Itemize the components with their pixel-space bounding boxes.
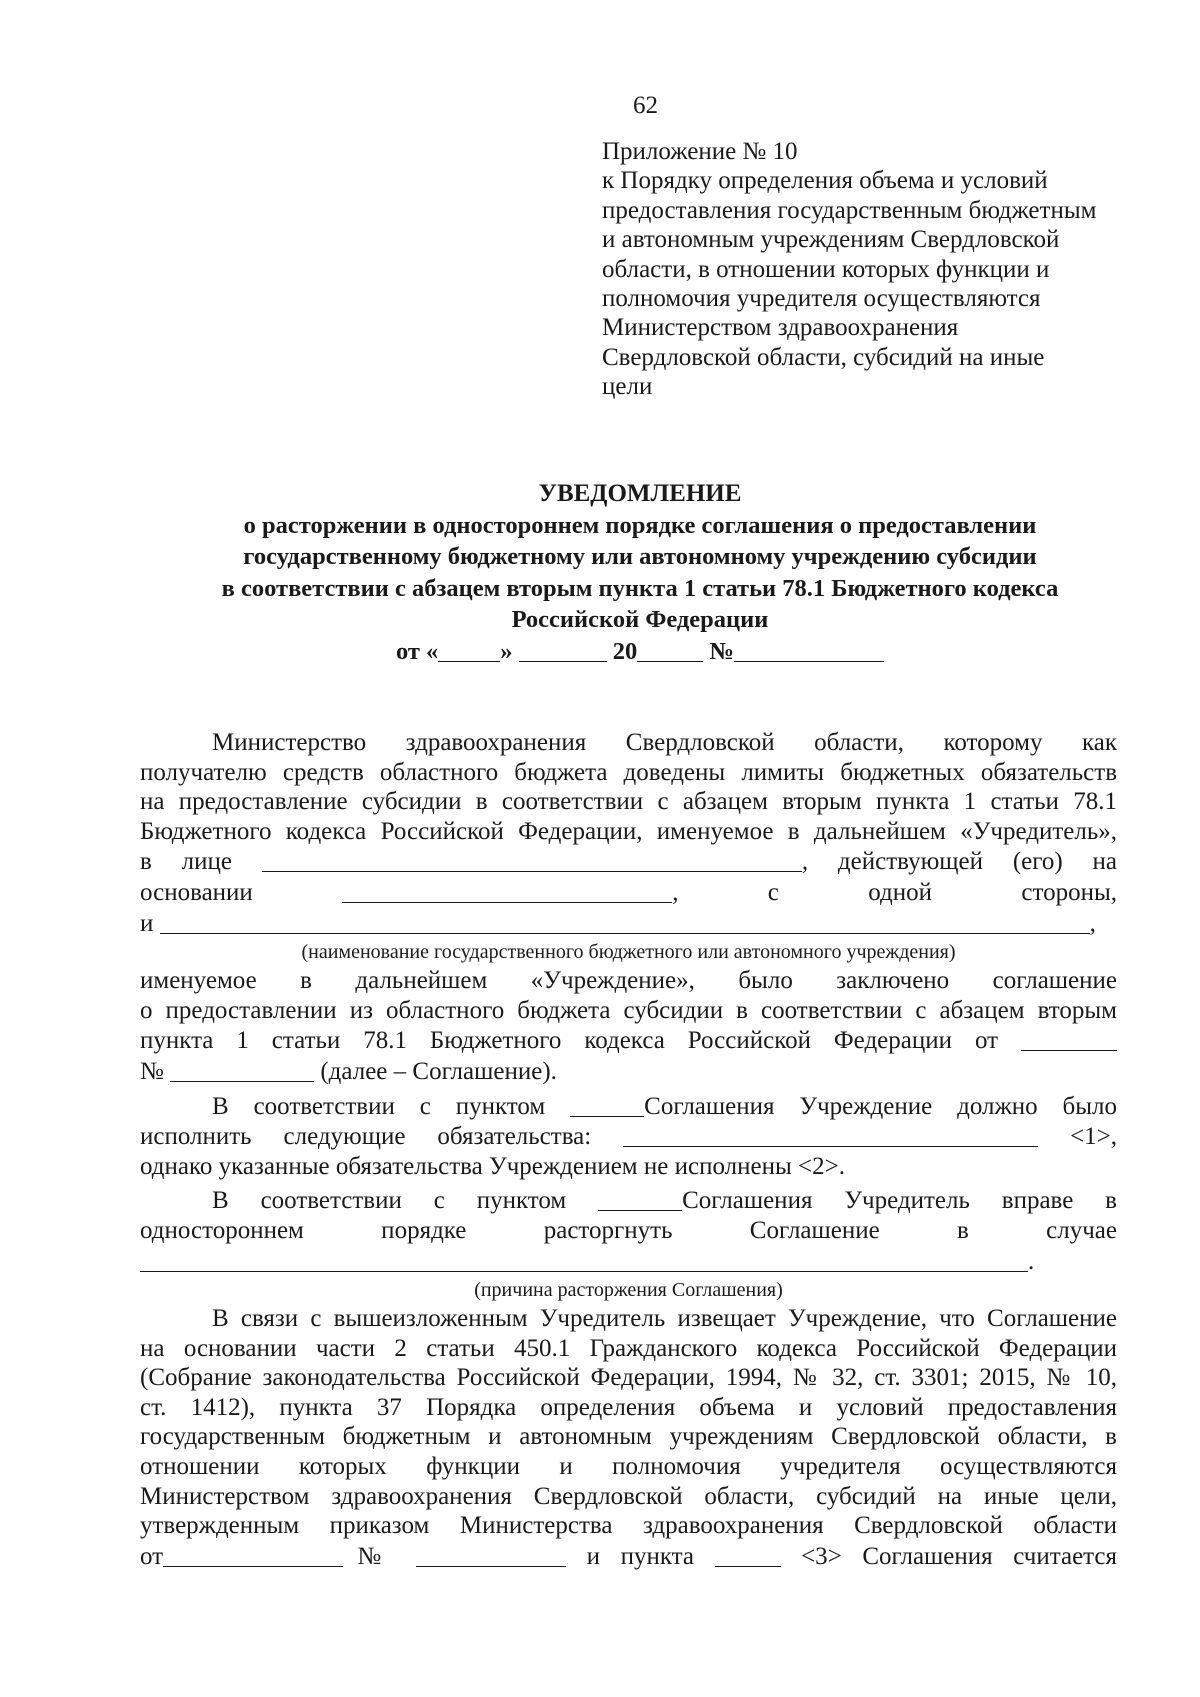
paragraph-line: В соответствии с пунктом Соглашения Учредитель вправе в bbox=[212, 1187, 1117, 1215]
title-main: УВЕДОМЛЕНИЕ bbox=[538, 480, 742, 507]
appendix-line: и автономным учреждениям Свердловской bbox=[602, 226, 1060, 254]
paragraph-line: утвержденным приказом Министерства здравоохранения Свердловской области bbox=[140, 1512, 1117, 1540]
paragraph-line: Министерство здравоохранения Свердловской области, которому как bbox=[212, 729, 1117, 756]
clause-blank[interactable] bbox=[715, 1541, 781, 1567]
appendix-line: цели bbox=[602, 373, 653, 401]
appendix-line: Министерством здравоохранения bbox=[602, 314, 959, 342]
paragraph-line: в лице , действующей (его) на bbox=[140, 848, 1118, 876]
paragraph-line: пункта 1 статьи 78.1 Бюджетного кодекса Российской Федерации от bbox=[140, 1025, 1117, 1056]
month-blank[interactable] bbox=[519, 636, 607, 662]
paragraph-line: Бюджетного кодекса Российской Федерации, именуемое в дальнейшем «Учредитель», bbox=[140, 817, 1117, 845]
paragraph-line: на основании части 2 статьи 450.1 Гражданского кодекса Российской Федерации bbox=[140, 1334, 1117, 1362]
paragraph-line: . bbox=[140, 1246, 1117, 1277]
number-label: № bbox=[709, 637, 735, 665]
appendix-line: полномочия учредителя осуществляются bbox=[602, 285, 1041, 313]
order-date-blank[interactable] bbox=[163, 1541, 343, 1567]
appendix-line: области, в отношении которых функции и bbox=[602, 255, 1050, 283]
basis-blank[interactable] bbox=[342, 877, 672, 903]
clause-blank[interactable] bbox=[598, 1185, 682, 1211]
paragraph-line: (Собрание законодательства Российской Федерации, 1994, № 32, ст. 3301; 2015, № 10, bbox=[140, 1364, 1117, 1392]
paragraph-line: отношении которых функции и полномочия учредителя осуществляются bbox=[140, 1453, 1117, 1481]
appendix-header bbox=[602, 137, 1162, 402]
paragraph-line: о предоставлении из областного бюджета субсидии в соответствии с абзацем вторым bbox=[140, 996, 1117, 1024]
paragraph-line: одностороннем порядке расторгнуть Соглашение в случае bbox=[140, 1216, 1117, 1244]
paragraph-line: В связи с вышеизложенным Учредитель извещает Учреждение, что Соглашение bbox=[212, 1305, 1117, 1333]
appendix-line: Приложение № 10 bbox=[602, 138, 798, 165]
document-title bbox=[160, 478, 1120, 667]
paragraph-line: и , bbox=[140, 909, 1096, 937]
agreement-date-blank[interactable] bbox=[1021, 1025, 1117, 1051]
year-blank[interactable] bbox=[637, 636, 703, 662]
date-from-label: от « bbox=[395, 637, 439, 665]
appendix-line: Свердловской области, субсидий на иные bbox=[602, 343, 1045, 371]
year-label: 20 bbox=[612, 637, 638, 665]
caption-reason: (причина расторжения Соглашения) bbox=[474, 1279, 783, 1302]
paragraph-line: № (далее – Соглашение). bbox=[140, 1057, 557, 1085]
appendix-line: к Порядку определения объема и условий bbox=[602, 167, 1048, 195]
paragraph-line: однако указанные обязательства Учреждением не исполнены <2>. bbox=[140, 1152, 845, 1180]
date-quote: » bbox=[500, 637, 513, 665]
agreement-number-blank[interactable] bbox=[170, 1056, 314, 1082]
title-subtitle: о расторжении в одностороннем порядке соглашения о предоставлении bbox=[243, 511, 1037, 539]
caption-institution: (наименование государственного бюджетного или автономного учреждения) bbox=[301, 941, 956, 964]
title-date-line bbox=[160, 636, 1120, 668]
title-subtitle: государственному бюджетному или автономному учреждению субсидии bbox=[243, 543, 1037, 570]
obligations-blank[interactable] bbox=[623, 1121, 1038, 1147]
number-blank[interactable] bbox=[734, 636, 884, 662]
paragraph-line: государственным бюджетным и автономным учреждениям Свердловской области, в bbox=[140, 1423, 1117, 1451]
title-subtitle: Российской Федерации bbox=[511, 606, 769, 633]
title-subtitle: в соответствии с абзацем вторым пункта 1 статьи 78.1 Бюджетного кодекса bbox=[221, 574, 1059, 602]
termination-reason-blank[interactable] bbox=[140, 1246, 1028, 1272]
paragraph-line: на предоставление субсидии в соответствии с абзацем вторым пункта 1 статьи 78.1 bbox=[140, 788, 1117, 816]
order-number-blank[interactable] bbox=[416, 1541, 566, 1567]
paragraph-line: основании , с одной стороны, bbox=[140, 878, 1117, 906]
clause-blank[interactable] bbox=[570, 1091, 644, 1117]
paragraph-line: исполнить следующие обязательства: <1>, bbox=[140, 1123, 1118, 1151]
paragraph-line: В соответствии с пунктом Соглашения Учреждение должно было bbox=[212, 1092, 1118, 1120]
representative-blank[interactable] bbox=[262, 846, 802, 872]
page-number: 62 bbox=[633, 92, 658, 119]
paragraph-line: получателю средств областного бюджета доведены лимиты бюджетных обязательств bbox=[140, 758, 1117, 786]
paragraph-line: Министерством здравоохранения Свердловской области, субсидий на иные цели, bbox=[140, 1482, 1117, 1510]
day-blank[interactable] bbox=[438, 636, 500, 662]
appendix-line: предоставления государственным бюджетным bbox=[602, 196, 1097, 224]
paragraph-line: ст. 1412), пункта 37 Порядка определения объема и условий предоставления bbox=[140, 1393, 1117, 1421]
paragraph-line: именуемое в дальнейшем «Учреждение», было заключено соглашение bbox=[140, 967, 1117, 995]
paragraph-line: от № и пункта <3> Соглашения считается bbox=[140, 1542, 1117, 1570]
document-body bbox=[140, 728, 1117, 1571]
institution-name-blank[interactable] bbox=[160, 908, 1090, 934]
